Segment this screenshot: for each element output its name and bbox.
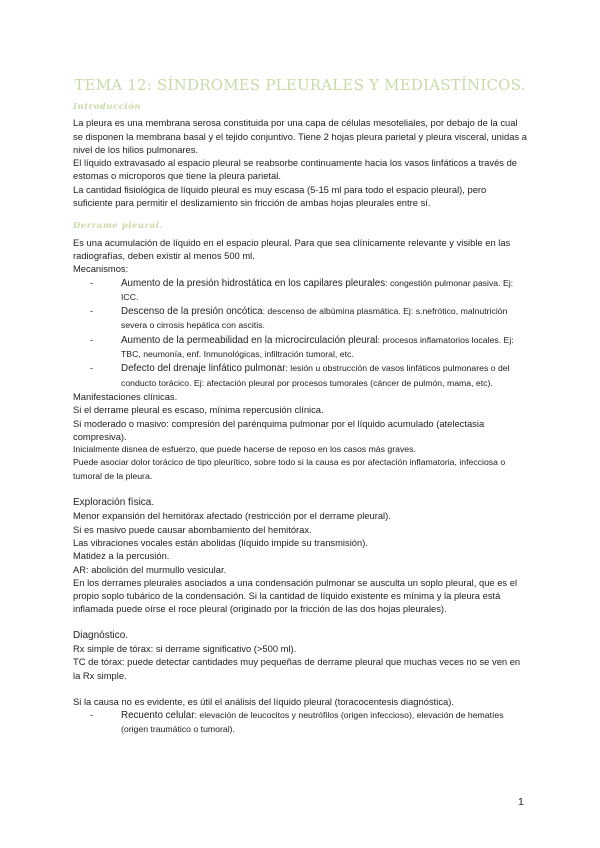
- list-item: - Defecto del drenaje linfático pulmonar: lesión u obstrucción de vasos linfáticos pulmonares o del conducto torácico. Ej: afectación pleural por procesos tumorales (cáncer de pulmón, mama, etc).: [90, 362, 510, 388]
- list-item: - Aumento de la presión hidrostática en los capilares pleurales: congestión pulmonar pasiva. Ej: ICC.: [90, 276, 514, 302]
- list-item-text: : elevación de leucocitos y neutrófilos (origen infeccioso), elevación de hematíes (origen traumático o tumoral).: [121, 710, 504, 735]
- paragraph: Menor expansión del hemitórax afectado (restricción por el derrame pleural).: [73, 510, 391, 522]
- section-heading-derrame: Derrame pleural.: [73, 220, 163, 231]
- list-item-lead: Defecto del drenaje linfático pulmonar: [121, 363, 286, 375]
- paragraph: Si el derrame pleural es escaso, mínima repercusión clínica.: [73, 404, 324, 416]
- list-item-text: : lesión u obstrucción de vasos linfáticos pulmonares o del conducto torácico. Ej: afectación pleural por procesos tumorales (cáncer de pulmón, mama, etc).: [121, 363, 510, 388]
- mecanismos-list: [73, 276, 528, 390]
- paragraph: Si moderado o masivo: compresión del parénquima pulmonar por el líquido acumulado (atelectasia compresiva).: [73, 417, 485, 442]
- paragraph: La pleura es una membrana serosa constituida por una capa de células mesoteliales, por debajo de la cual se disponen la membrana basal y el tejido conjuntivo. Tiene 2 hojas pleura parietal y pleura visceral, unidas a nivel de los hilios pulmonares.: [73, 117, 527, 155]
- page-number: 1: [518, 796, 524, 808]
- document-body: [73, 98, 528, 737]
- list-item-lead: Aumento de la presión hidrostática en los capilares pleurales: [121, 277, 386, 289]
- paragraph: La cantidad fisiológica de líquido pleural es muy escasa (5-15 ml para todo el espacio pleural), pero suficiente para permitir el deslizamiento sin fricción de ambas hojas pleurales entre sí.: [73, 183, 487, 209]
- paragraph: Inicialmente disnea de esfuerzo, que puede hacerse de reposo en los casos más graves.: [73, 444, 416, 455]
- list-item-text: : procesos inflamatorios locales. Ej: TBC, neumonía, enf. Inmunológicas, infiltración tumoral, etc.: [121, 334, 514, 360]
- section-heading-diagnostico: Diagnóstico.: [73, 629, 129, 641]
- diagnostico-list: [73, 708, 528, 737]
- list-item: - Recuento celular: elevación de leucocitos y neutrófilos (origen infeccioso), elevación de hematíes (origen traumático o tumoral).: [90, 709, 504, 735]
- paragraph: En los derrames pleurales asociados a una condensación pulmonar se ausculta un soplo pleural, que es el propio soplo tubárico de la condensación. Si la cantidad de líquido existente es mínima y la pleura está inflamada puede oírse el roce pleural (originado por la fricción de las dos hojas pleurales).: [73, 576, 518, 615]
- manifestaciones-label: Manifestaciones clínicas.: [73, 390, 178, 402]
- paragraph: Es una acumulación de líquido en el espacio pleural. Para que sea clínicamente relevante y visible en las radiografías, deben existir al menos 500 ml.: [73, 236, 511, 261]
- paragraph: Las vibraciones vocales están abolidas (líquido impide su transmisión).: [73, 536, 368, 548]
- paragraph: Rx simple de tórax: si derrame significativo (>500 ml).: [73, 642, 297, 654]
- list-item: - Aumento de la permeabilidad en la microcirculación pleural: procesos inflamatorios locales. Ej: TBC, neumonía, enf. Inmunológicas, infiltración tumoral, etc.: [90, 333, 514, 360]
- mecanismos-label: Mecanismos:: [73, 263, 129, 275]
- section-heading-introduccion: Introducción: [73, 101, 142, 111]
- list-item-lead: Aumento de la permeabilidad en la microcirculación pleural: [121, 334, 378, 346]
- list-item-text: : congestión pulmonar pasiva. Ej: ICC.: [121, 277, 514, 302]
- paragraph: TC de tórax: puede detectar cantidades muy pequeñas de derrame pleural que muchas veces no se ven en la Rx simple.: [73, 656, 521, 681]
- list-item-lead: Descenso de la presión oncótica: [121, 306, 263, 318]
- paragraph: Si la causa no es evidente, es útil el análisis del líquido pleural (toracocentesis diagnóstica).: [73, 695, 454, 707]
- paragraph: El líquido extravasado al espacio pleural se reabsorbe continuamente hacia los vasos linfáticos a través de estomas o microporos que tiene la pleura parietal.: [73, 157, 518, 182]
- paragraph: AR: abolición del murmullo vesicular.: [73, 563, 227, 575]
- section-heading-exploracion: Exploración física.: [73, 497, 155, 509]
- paragraph: Puede asociar dolor torácico de tipo pleurítico, sobre todo si la causa es por afectación inflamatoria, infecciosa o tumoral de la pleura.: [73, 457, 506, 481]
- list-item-text: : descenso de albúmina plasmática. Ej: s.nefrótico, malnutrición severa o cirrosis hepática con ascitis.: [121, 306, 508, 331]
- paragraph: Matidez a la percusión.: [73, 550, 170, 562]
- page-title: TEMA 12: SÍNDROMES PLEURALES Y MEDIASTÍNICOS.: [74, 76, 526, 94]
- list-item: - Descenso de la presión oncótica: descenso de albúmina plasmática. Ej: s.nefrótico, malnutrición severa o cirrosis hepática con ascitis.: [90, 305, 508, 331]
- list-item-lead: Recuento celular: [121, 710, 195, 722]
- paragraph: Si es masivo puede causar abombamiento del hemitórax.: [73, 523, 312, 535]
